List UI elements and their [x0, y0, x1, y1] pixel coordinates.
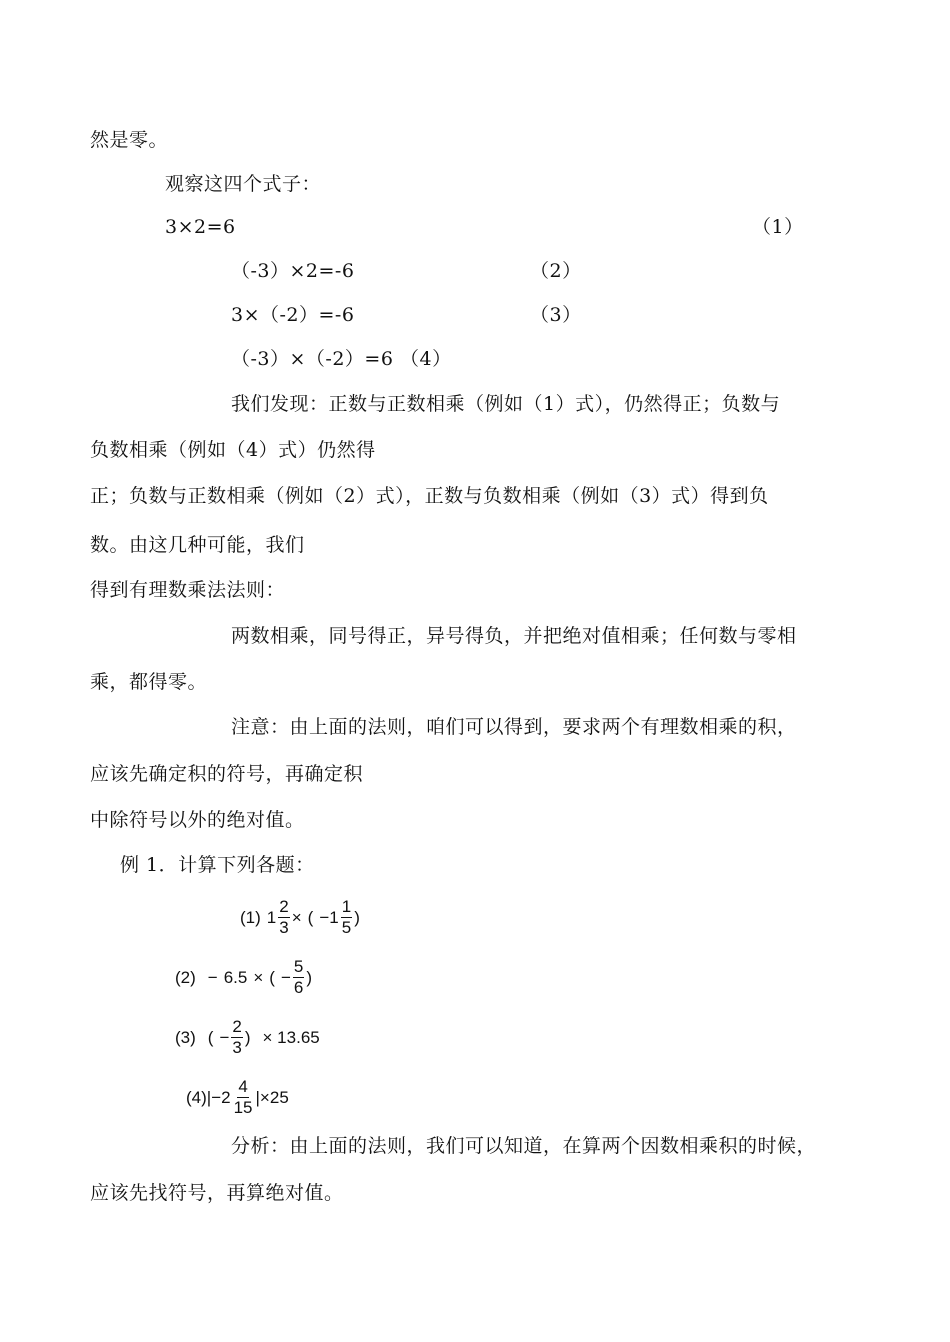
example-heading: 例 1．计算下列各题： — [120, 854, 315, 876]
text-line: 分析：由上面的法则，我们可以知道，在算两个因数相乘积的时候， — [231, 1135, 817, 1157]
fraction — [233, 1078, 254, 1117]
denominator: 6 — [293, 978, 304, 997]
item-label: (3) — [175, 1027, 196, 1047]
text-line: 然是零。 — [90, 129, 169, 151]
math-item-1 — [240, 898, 360, 937]
fraction — [293, 958, 304, 997]
text-line: 数。由这几种可能，我们 — [90, 534, 305, 556]
paren: ( — [269, 967, 275, 987]
equation-1: 3×2=6 — [165, 216, 236, 238]
item-label: (4) — [186, 1087, 207, 1107]
denominator: 3 — [279, 918, 289, 937]
math-item-2 — [175, 958, 312, 997]
text-line: 注意：由上面的法则，咱们可以得到，要求两个有理数相乘的积， — [231, 716, 797, 738]
text-line: 应该先找符号，再算绝对值。 — [90, 1182, 344, 1204]
text-line: 我们发现：正数与正数相乘（例如（1）式），仍然得正；负数与 — [231, 393, 781, 415]
paren: ) — [244, 1027, 251, 1047]
paren: ( — [207, 1027, 214, 1047]
item-label: (1) — [240, 907, 261, 927]
paren: ) — [354, 907, 360, 927]
text-line: 应该先确定积的符号，再确定积 — [90, 763, 364, 785]
item-label: (2) — [175, 967, 196, 987]
rule-text: 两数相乘，同号得正，异号得负，并把绝对值相乘；任何数与零相 — [231, 625, 797, 647]
text-line: 中除符号以外的绝对值。 — [90, 809, 305, 831]
text-line: 正；负数与正数相乘（例如（2）式），正数与负数相乘（例如（3）式）得到负 — [90, 485, 769, 507]
text-line: 负数相乘（例如（4）式）仍然得 — [90, 439, 376, 461]
equation-3-tag: （3） — [530, 304, 582, 326]
equation-3: 3×（-2）=-6 — [231, 304, 355, 326]
numerator: 5 — [293, 957, 304, 976]
paren: ( — [307, 907, 314, 927]
equation-2: （-3）×2=-6 — [231, 260, 355, 282]
math-item-3 — [175, 1018, 320, 1057]
numerator: 1 — [341, 897, 352, 916]
product-tail: × 13.65 — [262, 1027, 320, 1047]
sign: − — [207, 967, 218, 987]
whole-part: 1 — [266, 907, 277, 927]
fraction — [278, 898, 289, 937]
equation-4: （-3）×（-2）=6 （4） — [231, 348, 452, 370]
denominator: 15 — [233, 1098, 253, 1117]
text-line: 观察这四个式子： — [165, 173, 322, 195]
sign: − — [219, 1027, 230, 1047]
math-item-4 — [186, 1078, 289, 1117]
denominator: 3 — [232, 1038, 242, 1057]
equation-1-tag: （1） — [752, 216, 804, 238]
sign: − — [280, 967, 291, 987]
equation-2-tag: （2） — [530, 260, 582, 282]
abs-close: |×25 — [255, 1087, 289, 1107]
paren: ) — [306, 967, 313, 987]
rule-text: 乘，都得零。 — [90, 671, 208, 693]
numerator: 4 — [238, 1077, 248, 1096]
numerator: 2 — [232, 1017, 242, 1036]
operator: × — [291, 907, 302, 927]
numerator: 2 — [279, 897, 289, 916]
fraction — [341, 898, 352, 937]
text-line: 得到有理数乘法法则： — [90, 579, 286, 601]
denominator: 5 — [341, 918, 352, 937]
fraction — [231, 1018, 242, 1057]
number: 6.5 — [223, 967, 248, 987]
abs-open: |−2 — [206, 1087, 231, 1107]
operator: × — [253, 967, 264, 987]
whole-part: 1 — [329, 907, 339, 927]
sign: − — [319, 907, 330, 927]
